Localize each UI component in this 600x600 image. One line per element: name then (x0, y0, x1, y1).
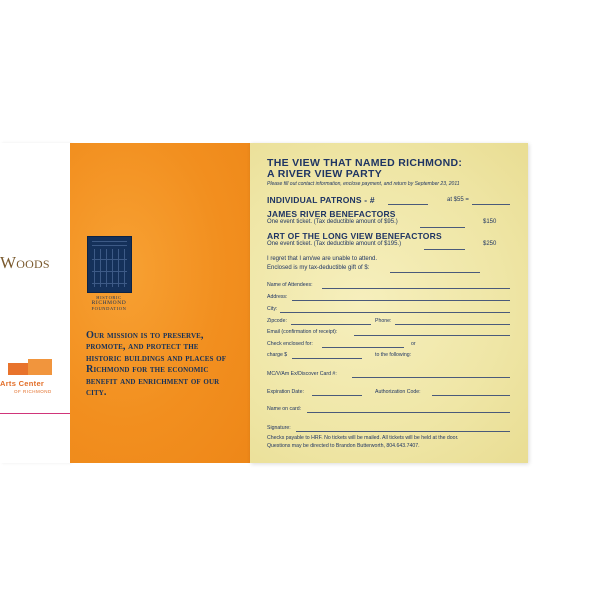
check-label: Check enclosed for: (267, 341, 313, 347)
form-subtitle: A RIVER VIEW PARTY (267, 168, 383, 180)
arts-center-name: Arts Center (0, 379, 45, 388)
city-label: City: (267, 306, 278, 312)
signature-field[interactable] (296, 431, 510, 432)
arts-center-logo-icon (8, 359, 56, 375)
form-title: THE VIEW THAT NAMED RICHMOND: (267, 157, 463, 169)
james-river-field[interactable] (420, 227, 465, 228)
email-label: Email (confirmation of receipt): (267, 329, 338, 335)
address-label: Address: (267, 294, 288, 300)
art-long-view-field[interactable] (424, 249, 465, 250)
zipcode-label: Zipcode: (267, 318, 287, 324)
art-long-view-price: $250 (483, 241, 497, 247)
footer-contact-note: Questions may be directed to Brandon Butterworth, 804.643.7407. (267, 443, 420, 449)
address-field[interactable] (292, 300, 510, 301)
james-river-price: $150 (483, 219, 497, 225)
expiration-label: Expiration Date: (267, 389, 304, 395)
individual-patrons-label: INDIVIDUAL PATRONS - # (267, 195, 375, 205)
arts-center-subtitle: OF RICHMOND (14, 389, 52, 394)
regret-text: I regret that I am/we are unable to attend. (267, 256, 378, 262)
charge-amount-field[interactable] (292, 358, 362, 359)
foundation-logo-text: HISTORIC RICHMOND FOUNDATION (91, 295, 127, 311)
individual-total-field[interactable] (472, 204, 510, 205)
phone-field[interactable] (395, 324, 510, 325)
mission-statement: Our mission is to preserve, promote, and protect the historic buildings and places of Richmond for the economic benefit and enrichment of our city. (86, 330, 227, 399)
woods-logo-text: Woods (0, 253, 50, 272)
footer-payment-note: Checks payable to HRF. No tickets will be mailed. All tickets will be held at the door. (267, 435, 459, 441)
gift-amount-field[interactable] (390, 272, 480, 273)
name-on-card-label: Name on card: (267, 406, 302, 412)
left-panel (0, 143, 70, 463)
signature-label: Signature: (267, 425, 291, 431)
gift-text: Enclosed is my tax-deductible gift of $: (267, 265, 370, 271)
email-field[interactable] (354, 335, 510, 336)
phone-label: Phone: (375, 318, 392, 324)
or-text: or (411, 341, 416, 347)
charge-label: charge $ (267, 352, 288, 358)
zipcode-field[interactable] (291, 324, 371, 325)
individual-count-field[interactable] (388, 204, 428, 205)
reply-form (250, 143, 528, 463)
building-logo-icon (87, 236, 132, 293)
card-number-field[interactable] (352, 377, 510, 378)
name-on-card-field[interactable] (307, 412, 510, 413)
art-long-view-desc: One event ticket. (Tax deductible amount of $195.) (267, 241, 402, 247)
authorization-label: Authorization Code: (375, 389, 421, 395)
james-river-desc: One event ticket. (Tax deductible amount of $95.) (267, 219, 398, 225)
check-amount-field[interactable] (322, 347, 404, 348)
individual-price: at $55 = (447, 197, 469, 203)
to-following-text: to the following: (375, 352, 412, 358)
attendees-label: Name of Attendees: (267, 282, 313, 288)
attendees-field[interactable] (322, 288, 510, 289)
city-field[interactable] (280, 312, 510, 313)
art-long-view-label: ART OF THE LONG VIEW BENEFACTORS (267, 231, 442, 241)
authorization-field[interactable] (432, 395, 510, 396)
expiration-field[interactable] (312, 395, 362, 396)
form-instructions: Please fill out contact information, enclose payment, and return by September 23, 2011 (267, 181, 460, 187)
card-label: MC/V/Am Ex/Discover Card #: (267, 371, 337, 377)
james-river-label: JAMES RIVER BENEFACTORS (267, 209, 396, 219)
